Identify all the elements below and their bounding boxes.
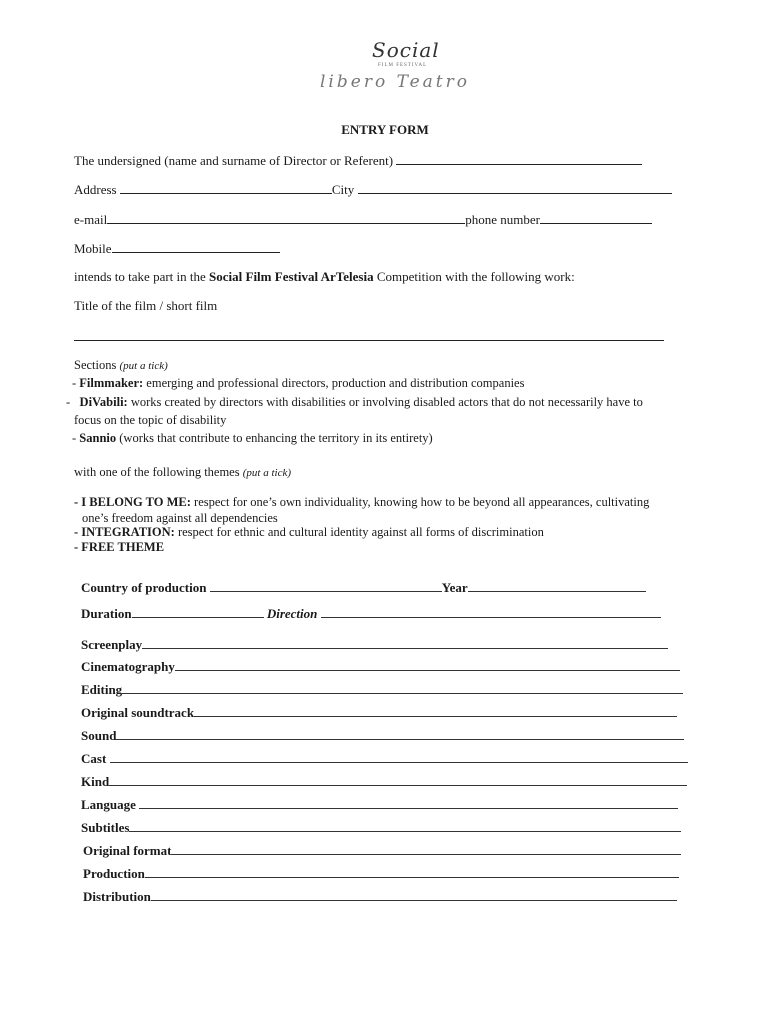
film-title-field[interactable] [74, 328, 664, 341]
sound-field[interactable] [116, 727, 684, 740]
address-row [74, 181, 672, 198]
duration-field[interactable] [132, 605, 264, 618]
sound-row [81, 727, 684, 744]
mobile-field[interactable] [112, 240, 280, 253]
email-row [74, 211, 652, 228]
section-text: emerging and professional directors, production and distribution companies [143, 376, 525, 390]
format-label: Original format [83, 843, 172, 858]
duration-row [81, 605, 661, 622]
screenplay-label: Screenplay [81, 637, 143, 652]
section-name: Filmmaker: [79, 376, 144, 390]
theme-text: respect for one’s own individuality, knowing how to be beyond all appearances, cultivating [190, 495, 650, 509]
festival-name: Social Film Festival ArTelesia [209, 269, 374, 284]
theme-name: - I BELONG TO ME: [74, 495, 191, 509]
section-text: works created by directors with disabilities or involving disabled actors that do not necessarily have to [127, 395, 643, 409]
kind-row [81, 773, 687, 790]
intends-row [74, 269, 575, 285]
distribution-label: Distribution [83, 889, 151, 904]
section-name: Sannio [79, 431, 117, 445]
theme-text: one’s freedom against all dependencies [82, 511, 278, 525]
intends-text-post: Competition with the following work: [373, 269, 575, 284]
direction-field[interactable] [321, 605, 661, 618]
cinematography-row [81, 658, 680, 675]
theme-free[interactable] [74, 540, 164, 555]
undersigned-row [74, 152, 642, 169]
kind-label: Kind [81, 774, 110, 789]
theme-name: - FREE THEME [74, 540, 165, 554]
theme-integration[interactable] [74, 525, 544, 540]
subtitles-field[interactable] [129, 819, 681, 832]
city-label: City [331, 182, 355, 197]
logo-sub-text: FILM FESTIVAL [378, 63, 428, 68]
format-row [83, 842, 681, 859]
film-title-label: Title of the film / short film [74, 298, 218, 313]
section-divabili[interactable] [66, 395, 643, 410]
screenplay-field[interactable] [142, 636, 668, 649]
section-text: (works that contribute to enhancing the territory in its entirety) [116, 431, 433, 445]
screenplay-row [81, 636, 668, 653]
kind-field[interactable] [109, 773, 687, 786]
soundtrack-field[interactable] [194, 704, 677, 717]
country-label: Country of production [81, 580, 207, 595]
undersigned-field[interactable] [396, 152, 642, 165]
theme-belong[interactable] [74, 495, 649, 510]
country-field[interactable] [210, 579, 442, 592]
language-label: Language [81, 797, 136, 812]
themes-heading [74, 465, 291, 480]
theme-belong-cont [82, 511, 278, 526]
section-bullet: - [72, 376, 80, 390]
logo-top-text: Social [372, 38, 440, 62]
film-title-row [74, 328, 664, 345]
section-name: DiVabili: [79, 395, 128, 409]
address-field[interactable] [120, 181, 332, 194]
production-field[interactable] [145, 865, 679, 878]
sections-heading-text: Sections [74, 358, 120, 372]
language-field[interactable] [139, 796, 678, 809]
section-sannio[interactable] [72, 431, 433, 446]
language-row [81, 796, 678, 813]
cast-label: Cast [81, 751, 107, 766]
duration-label: Duration [81, 606, 132, 621]
format-field[interactable] [171, 842, 681, 855]
cast-row [81, 750, 688, 767]
city-field[interactable] [358, 181, 672, 194]
logo-bottom-text: libero Teatro [320, 72, 470, 92]
page-title: ENTRY FORM [341, 122, 429, 137]
distribution-row [83, 888, 677, 905]
sections-heading [74, 358, 168, 373]
production-row [83, 865, 679, 882]
year-label: Year [441, 580, 468, 595]
address-label: Address [74, 182, 117, 197]
mobile-row [74, 240, 280, 257]
editing-field[interactable] [122, 681, 683, 694]
editing-label: Editing [81, 682, 123, 697]
section-bullet: - [72, 431, 80, 445]
email-label: e-mail [74, 212, 108, 227]
section-divabili-cont [74, 413, 226, 428]
sound-label: Sound [81, 728, 117, 743]
subtitles-label: Subtitles [81, 820, 130, 835]
editing-row [81, 681, 683, 698]
themes-heading-text: with one of the following themes [74, 465, 243, 479]
email-field[interactable] [107, 211, 465, 224]
year-field[interactable] [468, 579, 646, 592]
sections-heading-note: (put a tick) [119, 360, 168, 372]
themes-heading-note: (put a tick) [242, 467, 291, 479]
soundtrack-row [81, 704, 677, 721]
theme-text: respect for ethnic and cultural identity against all forms of discrimination [174, 525, 544, 539]
phone-label: phone number [465, 212, 540, 227]
mobile-label: Mobile [74, 241, 112, 256]
theme-name: - INTEGRATION: [74, 525, 175, 539]
distribution-field[interactable] [151, 888, 677, 901]
cinematography-label: Cinematography [81, 659, 175, 674]
phone-field[interactable] [540, 211, 652, 224]
festival-logo [300, 38, 500, 100]
production-label: Production [83, 866, 145, 881]
soundtrack-label: Original soundtrack [81, 705, 195, 720]
section-bullet: - [66, 395, 80, 409]
section-filmmaker[interactable] [72, 376, 524, 391]
subtitles-row [81, 819, 681, 836]
undersigned-label: The undersigned (name and surname of Director or Referent) [74, 153, 394, 168]
country-row [81, 579, 646, 596]
direction-label: Direction [266, 606, 318, 621]
cast-field[interactable] [110, 750, 688, 763]
cinematography-field[interactable] [175, 658, 680, 671]
intends-text-pre: intends to take part in the [74, 269, 210, 284]
section-text: focus on the topic of disability [74, 413, 227, 427]
